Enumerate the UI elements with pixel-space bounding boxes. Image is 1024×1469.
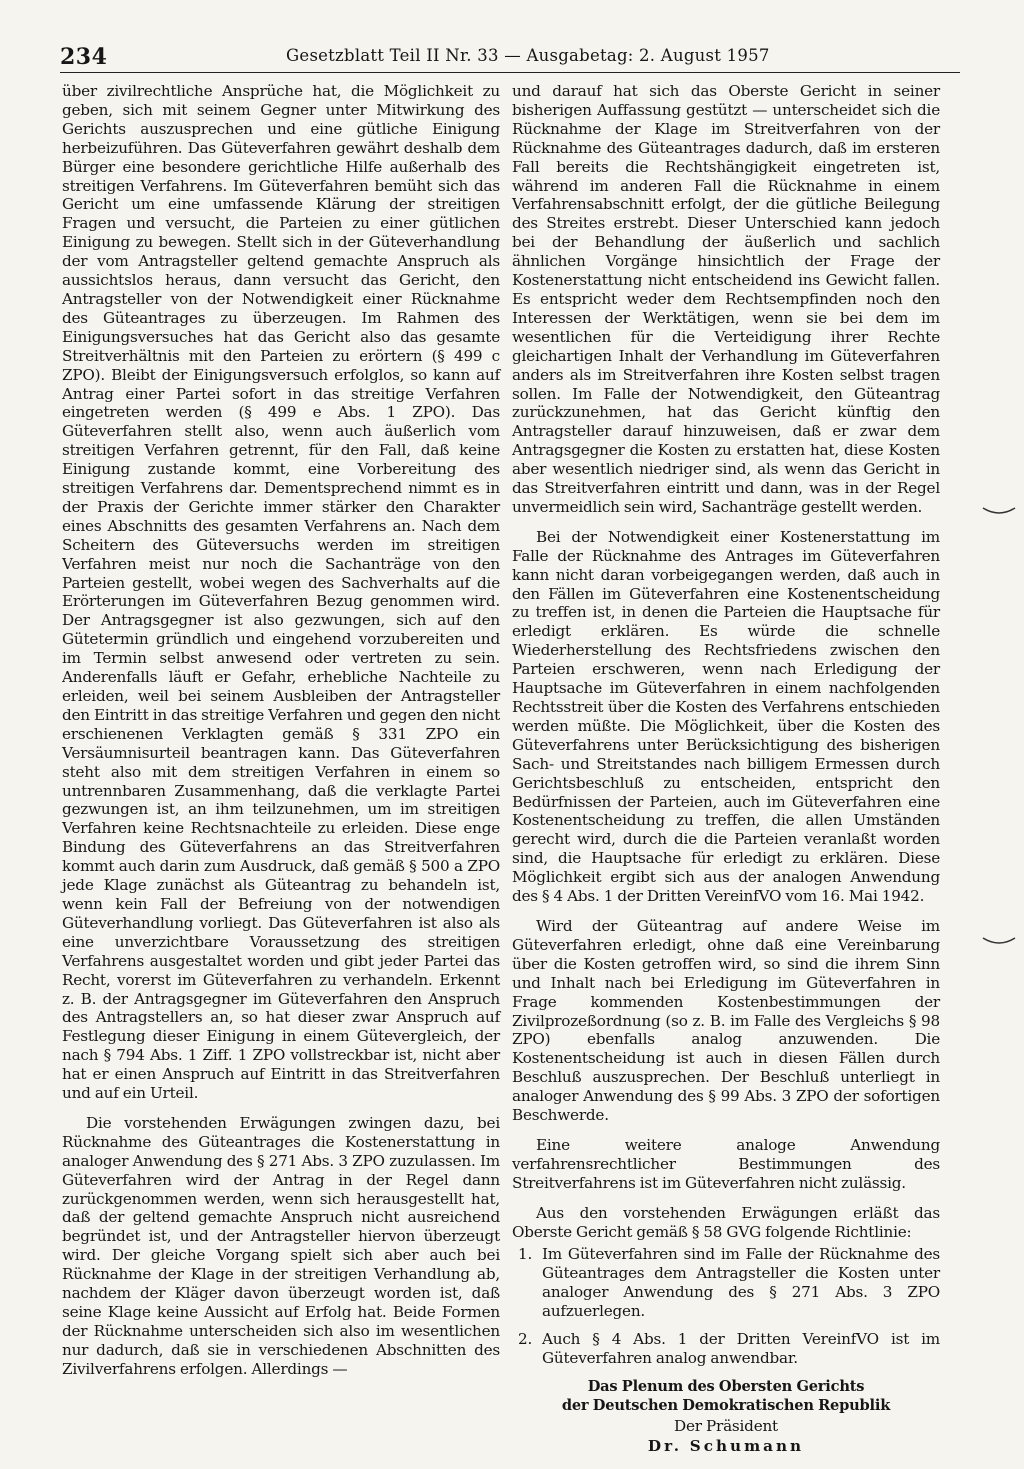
right-paragraph-5: Aus den vorstehenden Erwägungen erläßt das Oberste Gericht gemäß § 58 GVG folgende Richtlinie: [512, 1203, 940, 1241]
page-header [60, 40, 960, 73]
left-column [62, 82, 500, 1379]
directive-number: 2. [518, 1330, 533, 1349]
directive-item [512, 1330, 940, 1368]
signature-org-line-1: Das Plenum des Obersten Gerichts [587, 1377, 865, 1395]
publication-line: Gesetzblatt Teil II Nr. 33 — Ausgabetag: 2. August 1957 [286, 46, 770, 65]
right-paragraph-1: und darauf hat sich das Oberste Gericht in seiner bisherigen Auffassung gestützt — unterscheidet sich die Rücknahme der Klage im Streitverfahren von der Rücknahme des Güteantrages dadurch, daß im ersteren Fall bereits die Rechtshängigkeit eingetreten ist, während im anderen Fall die Rücknahme in einem Verfahrensabschnitt erfolgt, der die gütliche Beilegung des Streites erstrebt. Dieser Unterschied kann jedoch bei der Behandlung der äußerlich und sachlich ähnlichen Vorgänge hinsichtlich der Frage der Kostenerstattung nicht entscheidend ins Gewicht fallen. Es entspricht weder dem Rechtsempfinden noch den Interessen der Werktätigen, wenn sie bei dem im wesentlichen für die Verteidigung ihrer Rechte gleichartigen Inhalt der Verhandlung im Güteverfahren anders als im Streitverfahren ihre Kosten selbst tragen sollen. Im Falle der Notwendigkeit, den Güteantrag zurückzunehmen, hat das Gericht künftig den Antragsteller darauf hinzuweisen, daß er zwar dem Antragsgegner die Kosten zu erstatten hat, diese Kosten aber wesentlich niedriger sind, als wenn das Gericht in das Streitverfahren eintritt und dann, was in der Regel unvermeidlich sein wird, Sachanträge gestellt werden. [512, 82, 940, 516]
right-paragraph-3: Wird der Güteantrag auf andere Weise im Güteverfahren erledigt, ohne daß eine Vereinbarung über die Kosten getroffen wird, so sind die ihrem Sinn und Inhalt nach bei Erledigung im Güteverfahren in Frage kommenden Kostenbestimmungen der Zivilprozeßordnung (so z. B. im Falle des Vergleichs § 98 ZPO) ebenfalls analog anzuwenden. Die Kostenentscheidung ist auch in diesen Fällen durch Beschluß auszusprechen. Der Beschluß unterliegt in analoger Anwendung des § 99 Abs. 3 ZPO der sofortigen Beschwerde. [512, 916, 940, 1125]
page-number: 234 [60, 44, 108, 70]
binding-mark-icon [982, 506, 1016, 516]
right-paragraph-4: Eine weitere analoge Anwendung verfahrensrechtlicher Bestimmungen des Streitverfahrens ist im Güteverfahren nicht zulässig. [512, 1135, 940, 1192]
directive-list [512, 1245, 940, 1367]
directive-number: 1. [518, 1245, 533, 1264]
signature-org-line-2: der Deutschen Demokratischen Republik [561, 1396, 891, 1414]
directive-text: Auch § 4 Abs. 1 der Dritten VereinfVO ist im Güteverfahren analog anwendbar. [542, 1330, 940, 1367]
directive-item [512, 1245, 940, 1321]
left-paragraph-2: Die vorstehenden Erwägungen zwingen dazu, bei Rücknahme des Güteantrages die Kostenerstattung in analoger Anwendung des § 271 Abs. 3 ZPO zuzulassen. Im Güteverfahren wird der Antrag in der Regel dann zurückgenommen werden, wenn sich herausgestellt hat, daß der geltend gemachte Anspruch nicht ausreichend begründet ist, und der Antragsteller hiervon überzeugt wird. Der gleiche Vorgang spielt sich aber auch bei Rücknahme der Klage in der streitigen Verhandlung ab, nachdem der Kläger davon überzeugt worden ist, daß seine Klage keine Aussicht auf Erfolg hat. Beide Formen der Rücknahme unterscheiden sich also im wesentlichen nur dadurch, daß sie in verschiedenen Abschnitten des Zivilverfahrens erfolgen. Allerdings — [62, 1113, 500, 1378]
left-paragraph-1: über zivilrechtliche Ansprüche hat, die Möglichkeit zu geben, sich mit seinem Gegner unter Mitwirkung des Gerichts auszusprechen und eine gütliche Einigung herbeizuführen. Das Güteverfahren gewährt deshalb dem Bürger eine besondere gerichtliche Hilfe außerhalb des streitigen Verfahrens. Im Güteverfahren bemüht sich das Gericht um eine umfassende Klärung der streitigen Fragen und versucht, die Parteien zu einer gütlichen Einigung zu bewegen. Stellt sich in der Güteverhandlung der vom Antragsteller geltend gemachte Anspruch als aussichtslos heraus, dann versucht das Gericht, den Antragsteller von der Notwendigkeit einer Rücknahme des Güteantrages zu überzeugen. Im Rahmen des Einigungsversuches hat das Gericht also das gesamte Streitverhältnis mit den Parteien zu erörtern (§ 499 c ZPO). Bleibt der Einigungsversuch erfolglos, so kann auf Antrag einer Partei sofort in das streitige Verfahren eingetreten werden (§ 499 e Abs. 1 ZPO). Das Güteverfahren stellt also, wenn auch äußerlich vom streitigen Verfahren getrennt, für den Fall, daß keine Einigung zustande kommt, eine Vorbereitung des streitigen Verfahrens dar. Dementsprechend nimmt es in der Praxis der Gerichte immer stärker den Charakter eines Abschnitts des gesamten Verfahrens an. Nach dem Scheitern des Güteversuchs werden im streitigen Verfahren meist nur noch die Sachanträge von den Parteien gestellt, wobei wegen des Sachverhalts auf die Erörterungen im Güteverfahren Bezug genommen wird. Der Antragsgegner ist also gezwungen, sich auf den Gütetermin gründlich und eingehend vorzubereiten und im Termin selbst anwesend oder vertreten zu sein. Anderenfalls läuft er Gefahr, erhebliche Nachteile zu erleiden, weil bei seinem Ausbleiben der Antragsteller den Eintritt in das streitige Verfahren und gegen den nicht erschienenen Verklagten gemäß § 331 ZPO ein Versäumnisurteil beantragen kann. Das Güteverfahren steht also mit dem streitigen Verfahren in einem so untrennbaren Zusammenhang, daß die verklagte Partei gezwungen ist, an ihm teilzunehmen, um im streitigen Verfahren keine Rechtsnachteile zu erleiden. Diese enge Bindung des Güteverfahrens an das Streitverfahren kommt auch darin zum Ausdruck, daß gemäß § 500 a ZPO jede Klage zunächst als Güteantrag zu behandeln ist, wenn kein Fall der Befreiung von der notwendigen Güteverhandlung vorliegt. Das Güteverfahren ist also als eine unverzichtbare Voraussetzung des streitigen Verfahrens ausgestaltet worden und gibt jeder Partei das Recht, vorerst im Güteverfahren zu verhandeln. Erkennt z. B. der Antragsgegner im Güteverfahren den Anspruch des Antragstellers an, so hat dieser zwar Anspruch auf Festlegung dieser Einigung in einem Gütevergleich, der nach § 794 Abs. 1 Ziff. 1 ZPO vollstreckbar ist, nicht aber hat er einen Anspruch auf Eintritt in das Streitverfahren und auf ein Urteil. [62, 82, 500, 1103]
signature-title: Der Präsident [674, 1416, 778, 1435]
binding-mark-icon [982, 936, 1016, 946]
signature-block [512, 1377, 940, 1456]
right-paragraph-2: Bei der Notwendigkeit einer Kostenerstattung im Falle der Rücknahme des Antrages im Güteverfahren kann nicht daran vorbeigegangen werden, daß auch in den Fällen im Güteverfahren eine Kostenentscheidung zu treffen ist, in denen die Parteien die Hauptsache für erledigt erklären. Es würde die schnelle Wiederherstellung des Rechtsfriedens zwischen den Parteien erschweren, wenn nach Erledigung der Hauptsache im Güteverfahren in einem nachfolgenden Rechtsstreit über die Kosten des Verfahrens entschieden werden müßte. Die Möglichkeit, über die Kosten des Güteverfahrens unter Berücksichtigung des bisherigen Sach- und Streitstandes nach billigem Ermessen durch Gerichtsbeschluß zu entscheiden, entspricht den Bedürfnissen der Parteien, auch im Güteverfahren eine Kostenentscheidung zu treffen, die allen Umständen gerecht wird, durch die die Parteien veranlaßt worden sind, die Hauptsache für erledigt zu erklären. Diese Möglichkeit ergibt sich aus der analogen Anwendung des § 4 Abs. 1 der Dritten VereinfVO vom 16. Mai 1942. [512, 527, 940, 906]
right-column [512, 82, 940, 1456]
directive-text: Im Güteverfahren sind im Falle der Rücknahme des Güteantrages dem Antragsteller die Kosten unter analoger Anwendung des § 271 Abs. 3 ZPO aufzuerlegen. [542, 1245, 940, 1321]
signature-name: Dr. Schumann [647, 1436, 805, 1455]
